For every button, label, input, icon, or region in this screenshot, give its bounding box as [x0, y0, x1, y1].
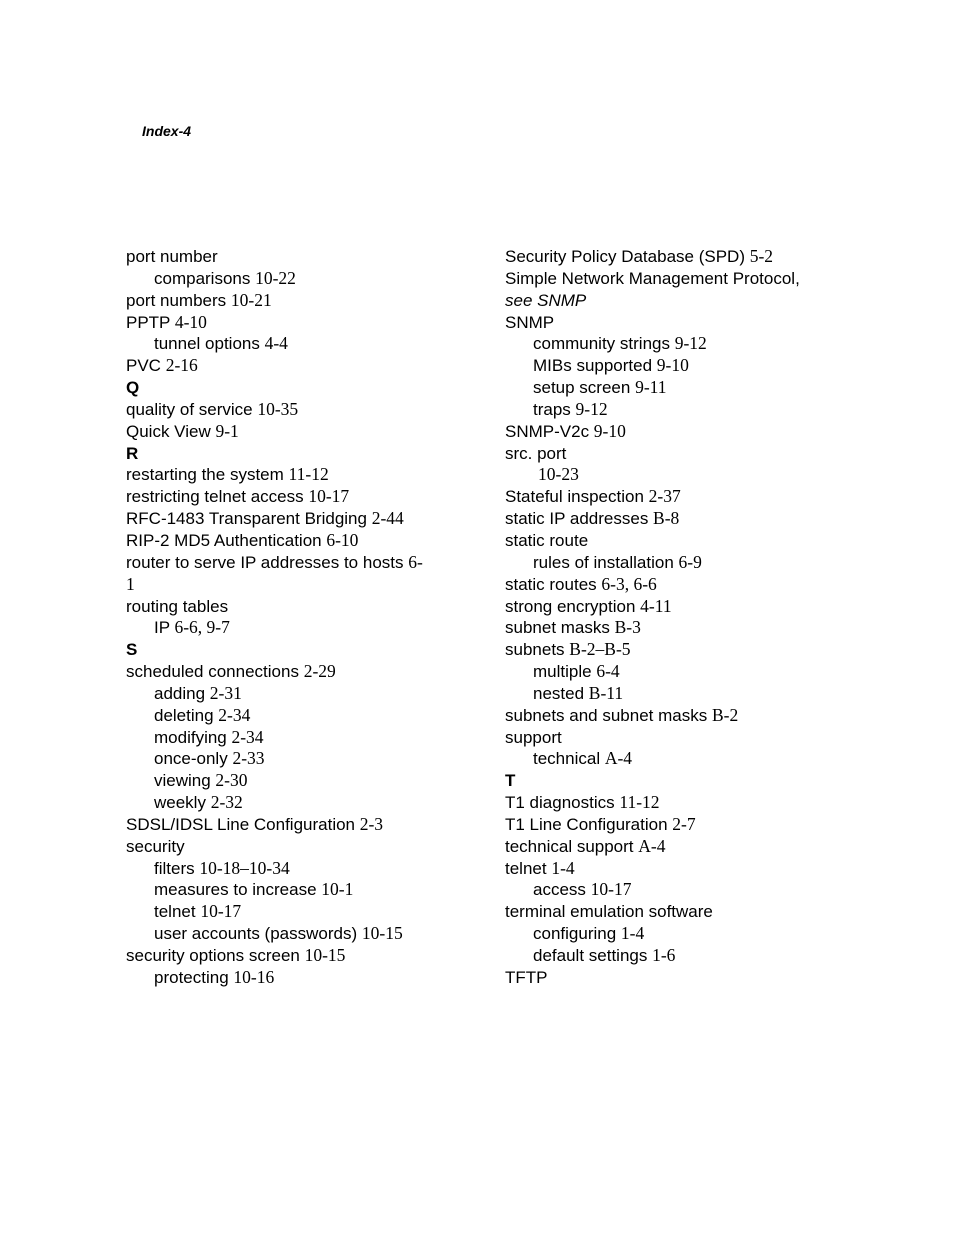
- entry-page: B-3: [614, 617, 641, 638]
- entry-page: 10-35: [257, 398, 299, 419]
- entry-term: configuring: [533, 924, 621, 944]
- entry-page: B-8: [653, 508, 680, 529]
- entry-page: 10-18–10-34: [199, 857, 290, 878]
- index-letter-heading: [505, 770, 835, 792]
- entry-term: quality of service: [126, 399, 258, 419]
- entry-page: 9-11: [635, 377, 667, 398]
- entry-term: see SNMP: [505, 290, 587, 310]
- index-letter-heading: [126, 443, 456, 465]
- index-subentry: [505, 879, 835, 901]
- entry-page: 10-17: [590, 879, 632, 900]
- entry-term: default settings: [533, 946, 653, 965]
- entry-page: 2-32: [210, 792, 243, 813]
- entry-term: tunnel options: [154, 334, 265, 354]
- index-subentry: [505, 945, 835, 967]
- entry-page: 9-10: [593, 420, 626, 441]
- entry-page: 2-34: [218, 704, 251, 725]
- entry-page: 6-10: [326, 529, 359, 550]
- index-subentry: [505, 377, 835, 399]
- entry-page: 6-9: [678, 551, 702, 572]
- entry-term: IP: [154, 618, 175, 638]
- index-subentry: [505, 661, 835, 683]
- entry-page: 6-3, 6-6: [601, 573, 657, 594]
- index-subentry: [126, 268, 456, 290]
- index-subentry: [505, 552, 835, 574]
- entry-page: 2-30: [215, 770, 248, 791]
- entry-page: 2-3: [359, 813, 384, 834]
- index-entry: [505, 639, 835, 661]
- entry-term: static IP addresses: [505, 509, 654, 529]
- index-entry: [126, 355, 456, 377]
- entry-term: access: [533, 880, 591, 900]
- entry-term: traps: [533, 399, 576, 419]
- entry-page: 10-1: [321, 879, 354, 900]
- index-entry: [505, 596, 835, 618]
- index-entry: [126, 464, 456, 486]
- index-subentry: [126, 617, 456, 639]
- entry-term: SNMP-V2c: [505, 421, 594, 441]
- index-entry: [505, 530, 835, 552]
- index-cross-reference: [505, 290, 835, 312]
- entry-page: 10-22: [255, 267, 296, 288]
- entry-term: telnet: [505, 858, 552, 878]
- entry-term: terminal emulation software: [505, 902, 713, 922]
- entry-term: adding: [154, 683, 210, 703]
- entry-page: 2-31: [209, 682, 242, 703]
- index-entry: [126, 508, 456, 530]
- entry-term: Stateful inspection: [505, 487, 649, 507]
- index-entry: [126, 836, 456, 858]
- entry-term: S: [126, 640, 138, 660]
- entry-page: 11-12: [619, 792, 660, 813]
- entry-page: B-2–B-5: [569, 639, 631, 660]
- entry-term: routing tables: [126, 596, 229, 616]
- entry-page: 9-12: [674, 333, 707, 354]
- entry-page: 9-12: [575, 398, 608, 419]
- index-entry: [505, 268, 835, 290]
- index-entry: [505, 836, 835, 858]
- entry-term: setup screen: [533, 378, 636, 398]
- index-letter-heading: [126, 639, 456, 661]
- entry-page: 1-6: [652, 945, 676, 965]
- index-entry: [505, 705, 835, 727]
- entry-term: subnets: [505, 640, 570, 660]
- entry-page: 11-12: [288, 464, 329, 485]
- entry-page: 10-15: [304, 945, 346, 965]
- entry-term: SNMP: [505, 312, 555, 332]
- entry-term: technical support: [505, 836, 639, 856]
- entry-page: 9-1: [215, 420, 239, 441]
- index-entry: [505, 617, 835, 639]
- entry-term: scheduled connections: [126, 662, 304, 682]
- index-subentry: [505, 748, 835, 770]
- entry-term: src. port: [505, 443, 567, 463]
- index-entry: [505, 792, 835, 814]
- entry-page: 10-16: [233, 966, 275, 987]
- entry-term: PPTP: [126, 312, 175, 332]
- index-subentry: [126, 333, 456, 355]
- entry-page: 2-37: [648, 486, 681, 507]
- entry-term: static route: [505, 530, 589, 550]
- entry-page: 2-44: [371, 508, 404, 529]
- entry-term: nested: [533, 683, 589, 703]
- index-subentry: [126, 770, 456, 792]
- entry-page: 10-21: [230, 289, 272, 310]
- entry-term: Q: [126, 378, 140, 398]
- index-subentry: [126, 923, 456, 945]
- index-entry: [126, 596, 456, 618]
- entry-term: security options screen: [126, 946, 305, 965]
- entry-term: Security Policy Database (SPD): [505, 247, 750, 266]
- entry-term: measures to increase: [154, 880, 322, 900]
- entry-page: 10-17: [200, 901, 242, 922]
- entry-term: R: [126, 443, 139, 463]
- index-subentry: [505, 923, 835, 945]
- index-entry-continuation: [126, 574, 456, 596]
- entry-page: 4-10: [174, 311, 207, 332]
- entry-term: rules of installation: [533, 552, 679, 572]
- index-subentry: [126, 967, 456, 989]
- index-entry: [505, 246, 835, 268]
- entry-page: 9-10: [656, 355, 689, 376]
- entry-term: subnets and subnet masks: [505, 705, 712, 725]
- entry-page: 10-17: [308, 486, 350, 507]
- index-entry: [505, 814, 835, 836]
- entry-page: B-2: [711, 704, 739, 725]
- entry-term: port numbers: [126, 290, 231, 310]
- entry-term: Simple Network Management Protocol,: [505, 268, 800, 288]
- index-entry: [126, 661, 456, 683]
- entry-page: 6-4: [596, 661, 620, 682]
- index-entry: [126, 421, 456, 443]
- index-entry: [505, 486, 835, 508]
- entry-page: 2-7: [672, 813, 696, 834]
- entry-page: 2-29: [303, 661, 336, 682]
- index-subentry: [126, 705, 456, 727]
- entry-term: TFTP: [505, 967, 548, 987]
- index-entry: [126, 530, 456, 552]
- page-header-label: Index-4: [142, 123, 192, 139]
- entry-term: static routes: [505, 574, 602, 594]
- index-entry: [505, 967, 835, 989]
- index-subentry: [126, 858, 456, 880]
- entry-term: security: [126, 836, 185, 856]
- entry-page: 10-15: [361, 923, 403, 944]
- entry-page: A-4: [604, 748, 633, 769]
- index-entry: [505, 443, 835, 465]
- entry-page: 1: [126, 573, 135, 594]
- index-entry: [505, 574, 835, 596]
- index-entry: [126, 246, 456, 268]
- index-entry: [505, 727, 835, 749]
- entry-term: SDSL/IDSL Line Configuration: [126, 814, 360, 834]
- entry-page: 4-11: [640, 595, 672, 616]
- index-entry: [126, 552, 456, 574]
- entry-term: restricting telnet access: [126, 487, 309, 507]
- entry-page: 2-34: [231, 726, 264, 747]
- entry-page: A-4: [638, 835, 666, 856]
- entry-term: viewing: [154, 771, 216, 791]
- index-entry: [505, 312, 835, 334]
- entry-page: 6-6, 9-7: [174, 617, 230, 638]
- entry-term: multiple: [533, 662, 597, 682]
- index-letter-heading: [126, 377, 456, 399]
- index-entry: [505, 421, 835, 443]
- entry-page: 1-4: [620, 923, 645, 944]
- entry-term: filters: [154, 858, 200, 878]
- index-entry: [126, 945, 456, 967]
- entry-term: router to serve IP addresses to hosts: [126, 552, 409, 572]
- entry-term: RIP-2 MD5 Authentication: [126, 530, 327, 550]
- index-subentry: [505, 683, 835, 705]
- entry-term: RFC-1483 Transparent Bridging: [126, 509, 372, 529]
- index-subentry: [505, 355, 835, 377]
- index-entry: [126, 486, 456, 508]
- index-column-right: [505, 246, 835, 989]
- entry-term: T: [505, 771, 516, 791]
- entry-term: weekly: [154, 793, 211, 813]
- entry-term: modifying: [154, 727, 232, 747]
- entry-page: B-11: [588, 682, 624, 703]
- entry-page: 1-4: [551, 857, 575, 878]
- index-entry: [126, 399, 456, 421]
- entry-term: subnet masks: [505, 618, 615, 638]
- entry-page: 5-2: [749, 246, 774, 266]
- entry-term: comparisons: [154, 268, 256, 288]
- entry-page: 2-33: [232, 748, 265, 769]
- entry-term: port number: [126, 247, 218, 266]
- index-subentry: [505, 399, 835, 421]
- entry-term: telnet: [154, 902, 201, 922]
- index-column-left: [126, 246, 456, 989]
- index-subentry: [126, 901, 456, 923]
- index-entry: [505, 901, 835, 923]
- index-subentry: [505, 333, 835, 355]
- entry-term: deleting: [154, 705, 219, 725]
- entry-term: T1 Line Configuration: [505, 814, 673, 834]
- index-subentry: [126, 792, 456, 814]
- index-entry: [126, 814, 456, 836]
- index-subentry: [126, 879, 456, 901]
- entry-term: Quick View: [126, 421, 216, 441]
- entry-term: T1 diagnostics: [505, 793, 620, 813]
- index-entry: [126, 290, 456, 312]
- entry-term: restarting the system: [126, 465, 289, 485]
- entry-page: 6-: [408, 551, 423, 572]
- index-subentry: [126, 748, 456, 770]
- entry-term: protecting: [154, 967, 234, 987]
- index-subentry: [126, 727, 456, 749]
- index-entry: [505, 508, 835, 530]
- entry-term: user accounts (passwords): [154, 924, 362, 944]
- entry-term: PVC: [126, 356, 166, 376]
- entry-term: once-only: [154, 749, 233, 769]
- entry-page: 10-23: [538, 464, 579, 485]
- index-subentry: [126, 683, 456, 705]
- index-entry: [126, 312, 456, 334]
- entry-term: support: [505, 727, 562, 747]
- entry-page: 4-4: [264, 333, 288, 354]
- index-entry: [505, 858, 835, 880]
- entry-term: MIBs supported: [533, 356, 657, 376]
- entry-term: strong encryption: [505, 596, 641, 616]
- entry-term: technical: [533, 749, 605, 769]
- index-subentry: [505, 464, 835, 486]
- entry-page: 2-16: [165, 355, 198, 376]
- entry-term: community strings: [533, 334, 675, 354]
